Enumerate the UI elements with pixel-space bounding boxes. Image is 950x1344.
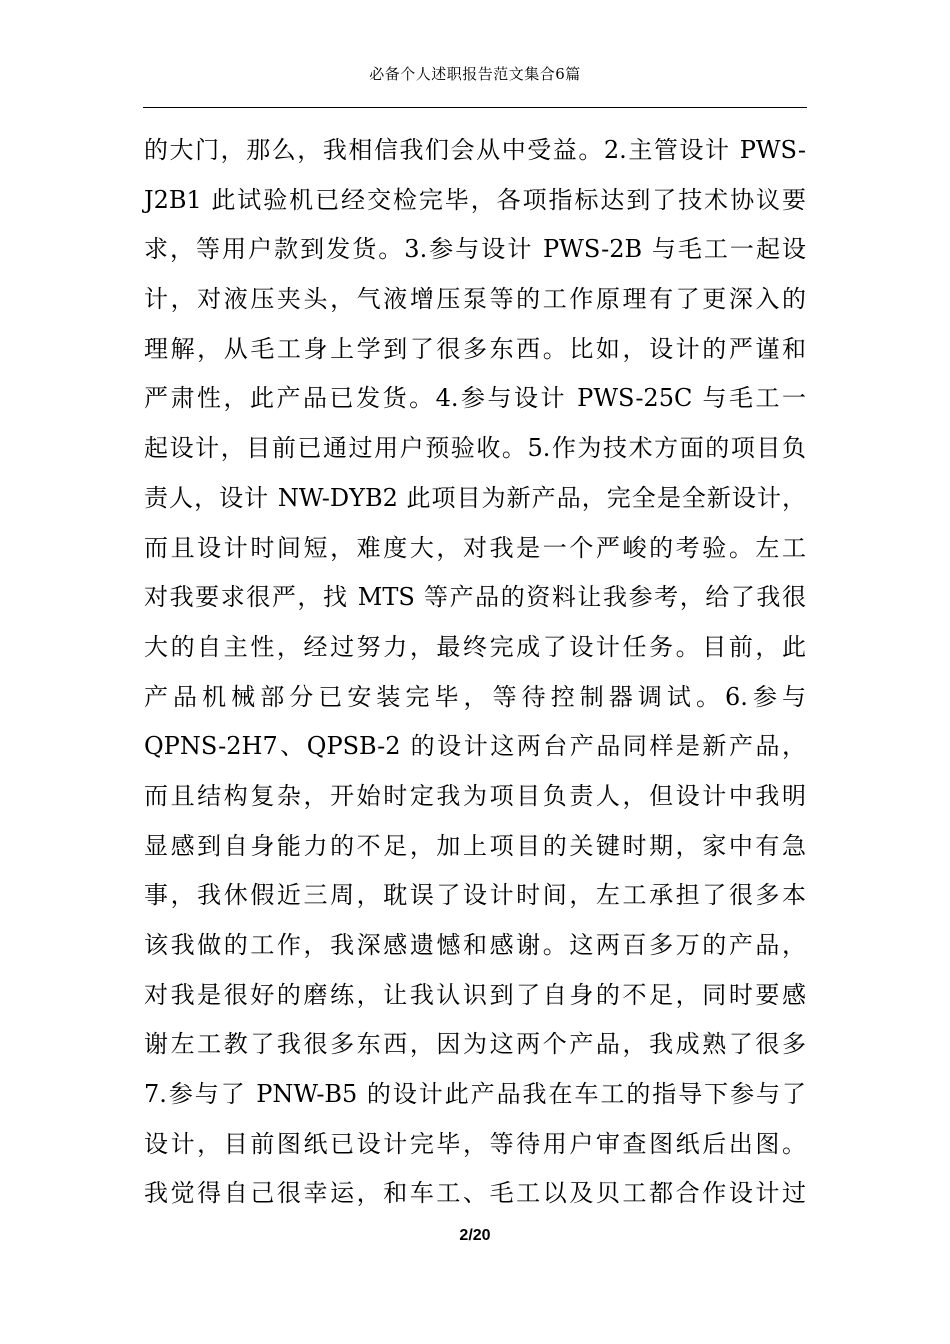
text-line: 7.参与了 PNW-B5 的设计此产品我在车工的指导下参与了 [144,1080,806,1109]
text-line: 严肃性，此产品已发货。4.参与设计 PWS-25C 与毛工一 [144,384,806,413]
text-line: 显感到自身能力的不足，加上项目的关键时期，家中有急 [144,831,806,860]
text-line: 事，我休假近三周，耽误了设计时间，左工承担了很多本 [144,881,806,910]
text-line: 产品机械部分已安装完毕，等待控制器调试。6.参与 [144,682,806,711]
text-line: 该我做的工作，我深感遗憾和感谢。这两百多万的产品， [144,931,806,959]
page-header-title: 必备个人述职报告范文集合6篇 [369,65,581,83]
page-number: 2/20 [459,1227,491,1244]
body-paragraph [144,126,806,1219]
text-line: QPNS-2H7、QPSB-2 的设计这两台产品同样是新产品， [144,732,806,761]
text-line: 我觉得自己很幸运，和车工、毛工以及贝工都合作设计过 [144,1179,806,1208]
text-line: 对我是很好的磨练，让我认识到了自身的不足，同时要感 [144,980,806,1009]
text-line: 求，等用户款到发货。3.参与设计 PWS-2B 与毛工一起设 [144,235,806,264]
text-line: 的大门，那么，我相信我们会从中受益。2.主管设计 PWS- [144,136,806,164]
text-line: 谢左工教了我很多东西，因为这两个产品，我成熟了很多 [144,1030,806,1059]
text-line: 而且结构复杂，开始时定我为项目负责人，但设计中我明 [144,781,806,810]
text-line: 计，对液压夹头，气液增压泵等的工作原理有了更深入的 [144,285,806,314]
header-divider [143,107,807,108]
text-line: 设计，目前图纸已设计完毕，等待用户审查图纸后出图。 [144,1129,806,1158]
text-line: 对我要求很严，找 MTS 等产品的资料让我参考，给了我很 [144,583,806,612]
text-line: 大的自主性，经过努力，最终完成了设计任务。目前，此 [144,632,806,661]
text-line: 起设计，目前已通过用户预验收。5.作为技术方面的项目负 [144,434,806,463]
text-line: 责人，设计 NW-DYB2 此项目为新产品，完全是全新设计， [144,483,806,512]
text-line: 理解，从毛工身上学到了很多东西。比如，设计的严谨和 [144,334,806,363]
text-line: 而且设计时间短，难度大，对我是一个严峻的考验。左工 [144,533,806,562]
text-line: J2B1 此试验机已经交检完毕，各项指标达到了技术协议要 [144,185,806,214]
